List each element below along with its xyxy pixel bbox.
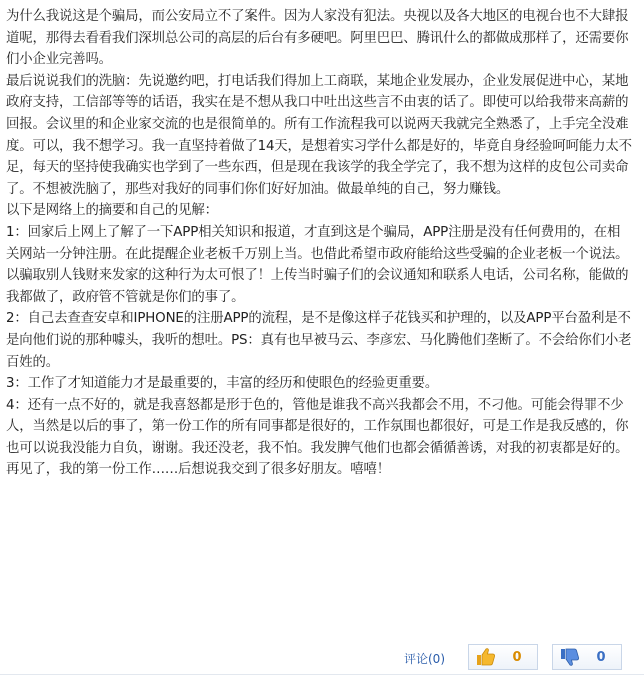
- paragraph-1: 为什么我说这是个骗局，而公安局立不了案件。因为人家没有犯法。央视以及各大地区的电视台也不大肆报道呢，那得去看看我们深圳总公司的高层的后台有多硬吧。阿里巴巴、腾讯什么的都做成那样了，还需要你们小企业完善吗。: [6, 9, 629, 68]
- divider: [0, 674, 644, 675]
- like-count: 0: [512, 649, 522, 665]
- paragraph-4: 1：回家后上网上了解了一下APP相关知识和报道，才直到这是个骗局，APP注册是没有任何费用的，在相关网站一分钟注册。在此提醒企业老板千万别上当。也借此希望市政府能给这些受骗的企业老板一个说法。以骗取别人钱财来发家的这种行为太可恨了！上传当时骗子们的会议通知和联系人电话，公司名称，能做的我都做了，政府管不管就是你们的事了。: [6, 224, 629, 305]
- paragraph-2: 最后说说我们的洗脑：先说邀约吧，打电话我们得加上工商联，某地企业发展办，企业发展促进中心，某地政府支持，工信部等等的话语，我实在是不想从我口中吐出这些言不由衷的话了。即使可以给我带来高薪的回报。会议里的和企业家交流的也是很简单的。所有工作流程我可以说两天我就完全熟悉了，上手完全没难度。可以，我不想学习。我一直坚持着做了14天，是想着实习学什么都是好的，毕竟自身经验呵呵能力太不足，每天的坚持使我确实也学到了一些东西，但是现在我该学的我全学完了，我不想为这样的皮包公司卖命了。不想被洗脑了，那些对我好的同事们你们好好加油。做最单纯的自己，努力赚钱。: [6, 73, 632, 197]
- dislike-button[interactable]: [552, 644, 622, 670]
- thumbs-up-icon: [475, 647, 497, 667]
- paragraph-3: 以下是网络上的摘要和自己的见解：: [6, 203, 218, 219]
- paragraph-6: 3：工作了才知道能力才是最重要的，丰富的经历和使眼色的经验更重要。: [6, 376, 439, 392]
- paragraph-5: 2：自己去查查安卓和IPHONE的注册APP的流程，是不是像这样子花钱买和护理的，以及APP平台盈利是不是向他们说的那种噱头，我听的想吐。PS：真有也早被马云、李彦宏、马化腾他们垄断了。不会给你们小老百姓的。: [6, 311, 632, 370]
- dislike-count: 0: [596, 649, 606, 665]
- comment-link[interactable]: 评论(0): [404, 652, 445, 666]
- paragraph-7: 4：还有一点不好的，就是我喜怒都是形于色的，管他是谁我不高兴我都会不用，不刁他。可能会得罪不少人，当然是以后的事了，第一份工作的所有同事都是很好的，工作氛围也都很好，可是工作是我反感的，你也可以说我没能力自负，谢谢。我还没老，我不怕。我发脾气他们也都会循循善诱，对我的初衷都是好的。再见了，我的第一份工作……后想说我交到了很多好朋友。嘻嘻！: [6, 397, 629, 478]
- article-body: [6, 6, 632, 481]
- thumbs-down-icon: [559, 647, 581, 667]
- like-button[interactable]: [468, 644, 538, 670]
- post-footer: [0, 640, 644, 683]
